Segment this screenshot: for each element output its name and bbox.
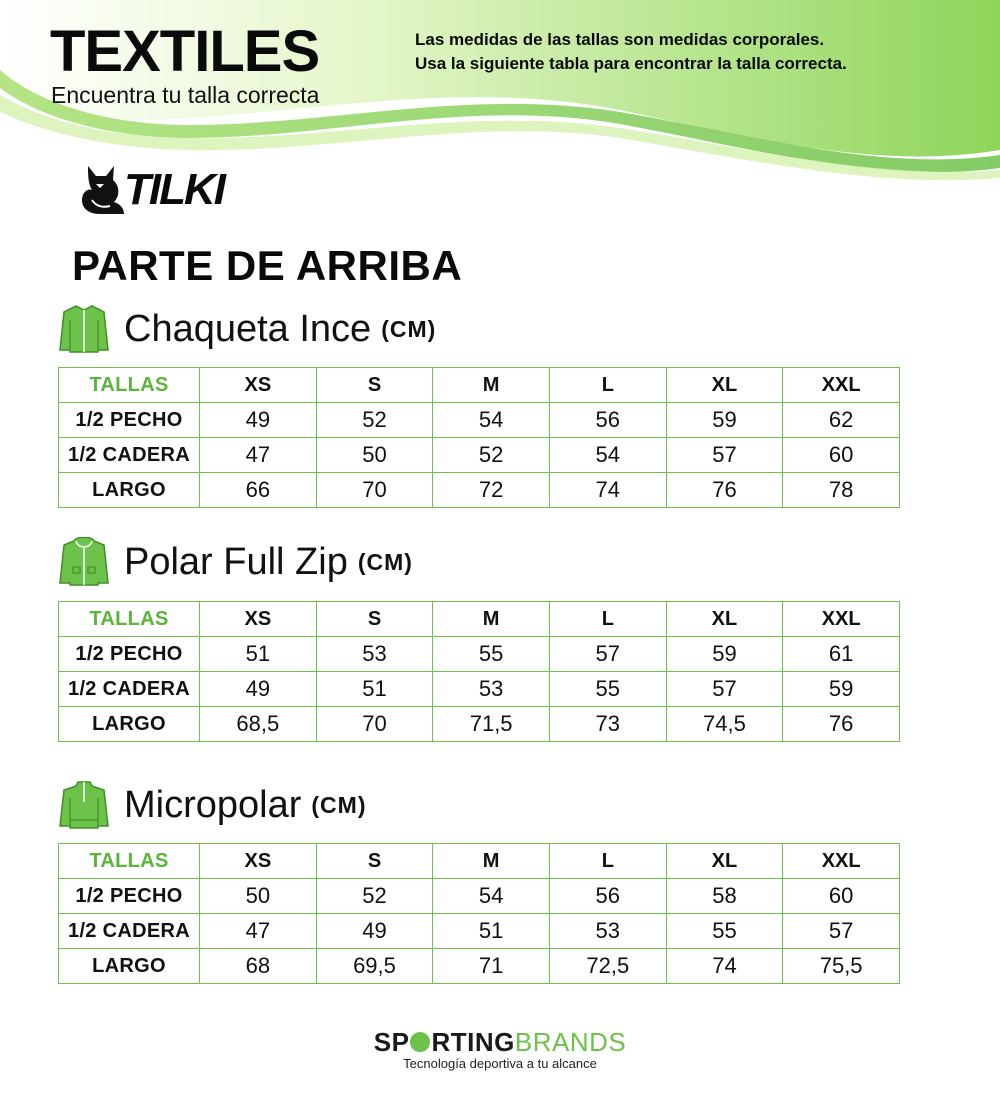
table-cell: 60	[783, 438, 900, 473]
product-heading-micropolar	[58, 780, 366, 830]
row-label: LARGO	[59, 707, 200, 742]
table-cell: 68	[200, 949, 317, 984]
table-cell: 51	[200, 637, 317, 672]
table-cell: 59	[783, 672, 900, 707]
table-header-row	[59, 602, 900, 637]
table-cell: 71,5	[433, 707, 550, 742]
table-header-cell: S	[316, 844, 433, 879]
table-cell: 57	[666, 438, 783, 473]
table-cell: 53	[433, 672, 550, 707]
table-cell: 76	[666, 473, 783, 508]
table-cell: 53	[549, 914, 666, 949]
table-row	[59, 637, 900, 672]
table-cell: 57	[783, 914, 900, 949]
table-header-cell: XL	[666, 368, 783, 403]
size-table-polar	[58, 601, 900, 742]
table-cell: 49	[200, 672, 317, 707]
table-cell: 68,5	[200, 707, 317, 742]
table-cell: 74	[666, 949, 783, 984]
table-cell: 49	[316, 914, 433, 949]
table-cell: 54	[433, 403, 550, 438]
table-cell: 57	[666, 672, 783, 707]
table-cell: 74,5	[666, 707, 783, 742]
table-cell: 52	[433, 438, 550, 473]
table-cell: 54	[549, 438, 666, 473]
table-cell: 60	[783, 879, 900, 914]
table-header-cell: XL	[666, 602, 783, 637]
logo-wordmark: TILKI	[124, 165, 224, 214]
table-row	[59, 672, 900, 707]
product-name: Micropolar	[124, 783, 302, 826]
product-unit: (CM)	[381, 315, 437, 342]
table-header-cell: TALLAS	[59, 602, 200, 637]
table-cell: 47	[200, 438, 317, 473]
product-heading-chaqueta	[58, 304, 436, 354]
jacket-icon	[58, 304, 110, 354]
table-cell: 75,5	[783, 949, 900, 984]
brand-text-part-1: SP	[373, 1027, 410, 1057]
table-cell: 72,5	[549, 949, 666, 984]
product-unit: (CM)	[311, 791, 367, 818]
table-cell: 69,5	[316, 949, 433, 984]
table-cell: 51	[433, 914, 550, 949]
table-header-cell: L	[549, 602, 666, 637]
table-header-cell: XXL	[783, 844, 900, 879]
table-cell: 58	[666, 879, 783, 914]
table-header-cell: M	[433, 602, 550, 637]
table-cell: 76	[783, 707, 900, 742]
table-header-cell: M	[433, 844, 550, 879]
table-header-cell: L	[549, 844, 666, 879]
row-label: LARGO	[59, 949, 200, 984]
table-cell: 61	[783, 637, 900, 672]
table-header-cell: XXL	[783, 368, 900, 403]
product-unit: (CM)	[357, 548, 413, 575]
product-name: Chaqueta Ince	[124, 307, 372, 350]
size-note	[415, 28, 847, 76]
table-cell: 70	[316, 473, 433, 508]
page-subtitle: Encuentra tu talla correcta	[51, 82, 320, 108]
hooded-jacket-icon	[58, 537, 110, 587]
table-row	[59, 707, 900, 742]
table-cell: 59	[666, 637, 783, 672]
table-header-row	[59, 844, 900, 879]
row-label: 1/2 PECHO	[59, 403, 200, 438]
table-row	[59, 473, 900, 508]
table-cell: 55	[433, 637, 550, 672]
table-header-cell: S	[316, 368, 433, 403]
brand-text-part-3: BRANDS	[514, 1027, 627, 1057]
table-cell: 51	[316, 672, 433, 707]
table-cell: 54	[433, 879, 550, 914]
table-cell: 78	[783, 473, 900, 508]
table-header-row	[59, 368, 900, 403]
table-row	[59, 879, 900, 914]
table-cell: 72	[433, 473, 550, 508]
table-header-cell: M	[433, 368, 550, 403]
table-row	[59, 914, 900, 949]
table-cell: 70	[316, 707, 433, 742]
row-label: 1/2 CADERA	[59, 672, 200, 707]
row-label: 1/2 PECHO	[59, 637, 200, 672]
size-table-micropolar	[58, 843, 900, 984]
table-cell: 56	[549, 879, 666, 914]
table-header-cell: S	[316, 602, 433, 637]
table-cell: 49	[200, 403, 317, 438]
table-cell: 71	[433, 949, 550, 984]
fox-icon	[80, 162, 126, 216]
table-cell: 56	[549, 403, 666, 438]
table-row	[59, 438, 900, 473]
size-note-line-1: Las medidas de las tallas son medidas corporales.	[415, 30, 825, 49]
product-heading-polar	[58, 537, 413, 587]
size-table-chaqueta	[58, 367, 900, 508]
footer-brand-logo	[0, 1027, 1000, 1058]
table-cell: 59	[666, 403, 783, 438]
row-label: 1/2 PECHO	[59, 879, 200, 914]
table-header-cell: L	[549, 368, 666, 403]
table-header-cell: TALLAS	[59, 368, 200, 403]
table-row	[59, 949, 900, 984]
table-cell: 47	[200, 914, 317, 949]
size-note-line-2: Usa la siguiente tabla para encontrar la talla correcta.	[415, 54, 847, 73]
table-cell: 55	[666, 914, 783, 949]
table-cell: 57	[549, 637, 666, 672]
table-cell: 73	[549, 707, 666, 742]
table-cell: 50	[200, 879, 317, 914]
section-title: PARTE DE ARRIBA	[72, 242, 463, 289]
table-header-cell: XS	[200, 368, 317, 403]
table-header-cell: XXL	[783, 602, 900, 637]
table-cell: 62	[783, 403, 900, 438]
row-label: LARGO	[59, 473, 200, 508]
page-title: TEXTILES	[50, 19, 320, 84]
table-header-cell: XS	[200, 844, 317, 879]
table-cell: 52	[316, 403, 433, 438]
fleece-icon	[58, 780, 110, 830]
product-name: Polar Full Zip	[124, 540, 348, 583]
table-cell: 66	[200, 473, 317, 508]
table-header-cell: TALLAS	[59, 844, 200, 879]
table-cell: 74	[549, 473, 666, 508]
table-header-cell: XL	[666, 844, 783, 879]
table-cell: 52	[316, 879, 433, 914]
row-label: 1/2 CADERA	[59, 914, 200, 949]
table-cell: 50	[316, 438, 433, 473]
footer-tagline: Tecnología deportiva a tu alcance	[403, 1056, 597, 1071]
table-row	[59, 403, 900, 438]
row-label: 1/2 CADERA	[59, 438, 200, 473]
table-cell: 55	[549, 672, 666, 707]
table-header-cell: XS	[200, 602, 317, 637]
brand-ball-icon	[410, 1032, 430, 1052]
table-cell: 53	[316, 637, 433, 672]
brand-text-part-2: RTING	[431, 1027, 515, 1057]
